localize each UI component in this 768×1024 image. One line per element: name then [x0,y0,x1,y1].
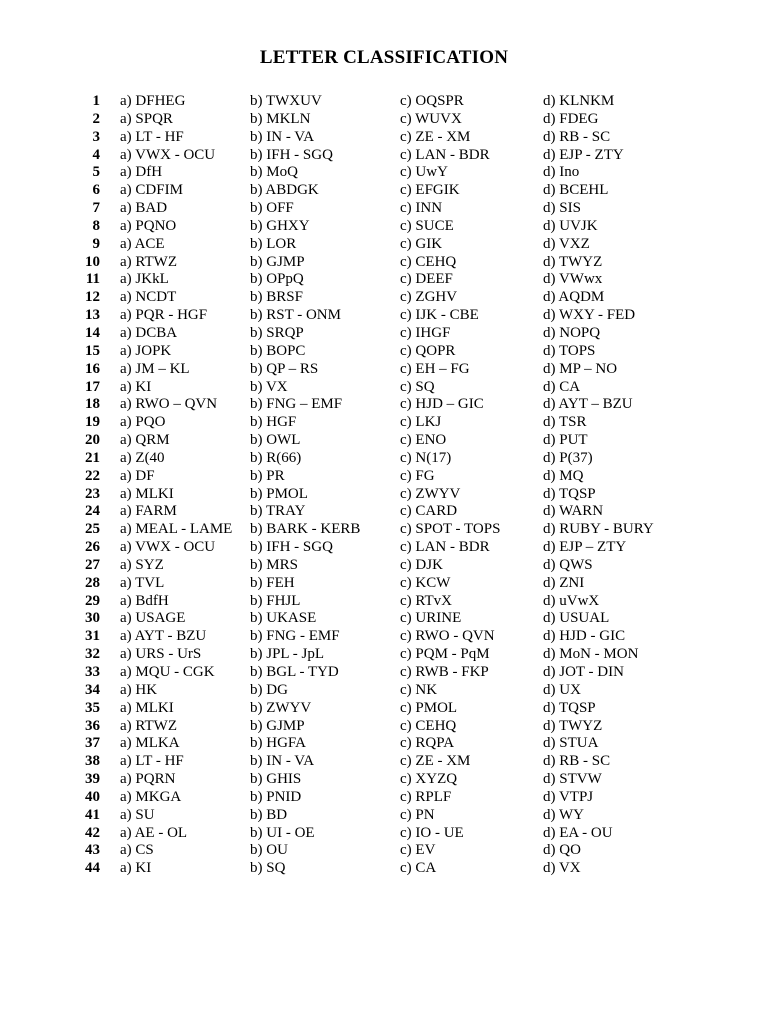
question-number: 44 [85,860,100,877]
option-b: b) MKLN [250,110,311,127]
question-row [0,289,768,307]
option-a: a) VWX - OCU [120,146,216,163]
option-d: d) P(37) [543,449,593,466]
option-d: d) VWwx [543,271,603,288]
option-c: c) DJK [400,556,443,573]
option-d: d) UVJK [543,217,598,234]
option-a: a) JOPK [120,342,172,359]
question-number: 8 [92,217,100,234]
question-row [0,753,768,771]
option-d: d) RB - SC [543,128,611,145]
option-c: c) IHGF [400,324,451,341]
question-number: 43 [85,842,100,859]
option-d: d) TOPS [543,342,596,359]
question-row [0,414,768,432]
option-d: d) AYT – BZU [543,396,633,413]
option-a: a) PQRN [120,771,176,788]
page-title: LETTER CLASSIFICATION [259,47,509,68]
question-number: 13 [85,307,100,324]
question-row [0,432,768,450]
option-c: c) PN [400,806,435,823]
option-a: a) ACE [120,235,165,252]
option-b: b) LOR [250,235,297,252]
question-number: 39 [85,771,100,788]
question-row [0,271,768,289]
option-b: b) JPL - JpL [250,646,325,663]
option-a: a) USAGE [120,610,186,627]
option-d: d) MoN - MON [543,646,639,663]
question-number: 6 [92,182,100,199]
option-c: c) XYZQ [400,771,458,788]
option-b: b) TRAY [250,503,306,520]
question-row [0,700,768,718]
option-b: b) IN - VA [250,753,315,770]
option-d: d) FDEG [543,110,599,127]
option-d: d) MP – NO [543,360,618,377]
question-number: 29 [85,592,100,609]
option-c: c) NK [400,681,438,698]
question-row [0,129,768,147]
question-number: 18 [85,396,100,413]
question-number: 5 [92,164,100,181]
option-d: d) STUA [543,735,599,752]
option-b: b) FHJL [250,592,301,609]
option-a: a) HK [120,681,158,698]
option-d: d) EJP - ZTY [543,146,624,163]
option-c: c) INN [400,200,443,217]
option-d: d) WY [543,806,584,823]
option-c: c) SUCE [400,217,454,234]
question-row [0,718,768,736]
option-b: b) VX [250,378,288,395]
option-a: a) PQO [120,414,166,431]
option-c: c) EH – FG [400,360,470,377]
option-c: c) EV [400,842,436,859]
question-number: 21 [85,449,100,466]
option-b: b) OU [250,842,288,859]
question-number: 10 [85,253,100,270]
option-b: b) GJMP [250,717,305,734]
option-c: c) KCW [400,574,451,591]
question-number: 16 [85,360,100,377]
option-d: d) SIS [543,200,581,217]
option-c: c) DEEF [400,271,453,288]
option-b: b) RST - ONM [250,307,341,324]
option-a: a) MLKI [120,699,174,716]
option-a: a) PQR - HGF [120,307,208,324]
option-c: c) URINE [400,610,462,627]
option-a: a) AE - OL [120,824,188,841]
question-number: 30 [85,610,100,627]
option-d: d) STVW [543,771,602,788]
option-c: c) SQ [400,378,435,395]
question-number: 20 [85,432,100,449]
option-d: d) RB - SC [543,753,611,770]
option-b: b) PR [250,467,285,484]
option-a: a) MLKI [120,485,174,502]
question-row [0,450,768,468]
question-row [0,825,768,843]
option-c: c) HJD – GIC [400,396,484,413]
option-c: c) CEHQ [400,253,457,270]
question-row [0,664,768,682]
option-b: b) FNG – EMF [250,396,343,413]
question-number: 22 [85,467,100,484]
option-d: d) TWYZ [543,253,603,270]
option-a: a) URS - UrS [120,646,202,663]
question-number: 35 [85,699,100,716]
option-b: b) BOPC [250,342,306,359]
option-b: b) HGFA [250,735,306,752]
option-d: d) BCEHL [543,182,609,199]
option-a: a) TVL [120,574,165,591]
option-d: d) QO [543,842,581,859]
option-d: d) RUBY - BURY [543,521,654,538]
option-d: d) MQ [543,467,584,484]
option-b: b) PNID [250,788,302,805]
question-row [0,682,768,700]
option-d: d) WXY - FED [543,307,636,324]
option-a: a) KI [120,860,152,877]
question-row [0,646,768,664]
option-c: c) RTvX [400,592,453,609]
question-row [0,486,768,504]
option-c: c) ZGHV [400,289,458,306]
option-d: d) VTPJ [543,788,594,805]
option-d: d) VX [543,860,581,877]
option-d: d) PUT [543,432,588,449]
option-d: d) UX [543,681,581,698]
option-c: c) GIK [400,235,443,252]
option-b: b) FNG - EMF [250,628,340,645]
option-b: b) OPpQ [250,271,304,288]
question-number: 15 [85,342,100,359]
option-d: d) TWYZ [543,717,603,734]
option-b: b) HGF [250,414,297,431]
option-a: a) KI [120,378,152,395]
option-a: a) CS [120,842,154,859]
option-a: a) DfH [120,164,163,181]
question-row [0,575,768,593]
option-c: c) ZWYV [400,485,461,502]
question-number: 34 [85,681,100,698]
question-row [0,503,768,521]
option-c: c) RWB - FKP [400,664,489,680]
question-number: 1 [92,93,100,109]
question-row [0,164,768,182]
question-row [0,521,768,539]
option-b: b) SQ [250,860,286,877]
question-number: 28 [85,574,100,591]
question-number: 26 [85,539,100,556]
question-number: 3 [92,128,100,145]
option-b: b) IFH - SGQ [250,539,333,556]
option-a: a) LT - HF [120,128,184,145]
question-number: 27 [85,556,100,573]
option-a: a) JM – KL [120,360,190,377]
question-row [0,93,768,111]
question-number: 42 [85,824,100,841]
option-b: b) GHIS [250,771,302,788]
option-b: b) FEH [250,574,295,591]
question-number: 14 [85,324,100,341]
option-d: d) ZNI [543,574,585,591]
question-row [0,468,768,486]
option-c: c) EFGIK [400,182,460,199]
option-b: b) MoQ [250,164,298,181]
question-row [0,735,768,753]
option-d: d) AQDM [543,289,605,306]
option-a: a) Z(40 [120,449,165,466]
option-a: a) QRM [120,432,170,449]
option-a: a) RTWZ [120,253,177,270]
option-d: d) VXZ [543,235,590,252]
option-a: a) DFHEG [120,93,186,109]
option-c: c) CA [400,860,437,877]
option-c: c) UwY [400,164,448,181]
option-c: c) IJK - CBE [400,307,479,324]
option-b: b) SRQP [250,324,304,341]
option-a: a) PQNO [120,217,177,234]
option-b: b) IFH - SGQ [250,146,333,163]
option-d: d) TQSP [543,699,596,716]
option-d: d) USUAL [543,610,610,627]
question-row [0,343,768,361]
question-row [0,628,768,646]
option-c: c) QOPR [400,342,456,359]
option-a: a) DCBA [120,324,178,341]
option-d: d) WARN [543,503,604,520]
question-number: 31 [85,628,100,645]
option-a: a) MKGA [120,788,182,805]
option-a: a) BAD [120,200,168,217]
question-row [0,379,768,397]
option-b: b) ABDGK [250,182,319,199]
option-a: a) SU [120,806,155,823]
question-row [0,254,768,272]
question-number: 33 [85,664,100,680]
option-b: b) OWL [250,432,301,449]
question-row [0,771,768,789]
option-a: a) VWX - OCU [120,539,216,556]
question-number: 7 [92,200,100,217]
option-b: b) QP – RS [250,360,319,377]
option-c: c) ENO [400,432,447,449]
question-number: 36 [85,717,100,734]
option-c: c) CARD [400,503,458,520]
option-c: c) N(17) [400,449,452,466]
option-b: b) DG [250,681,288,698]
option-a: a) SPQR [120,110,173,127]
option-a: a) RTWZ [120,717,177,734]
option-b: b) MRS [250,556,298,573]
option-a: a) BdfH [120,592,169,609]
option-b: b) IN - VA [250,128,315,145]
option-b: b) PMOL [250,485,308,502]
option-b: b) OFF [250,200,294,217]
option-a: a) FARM [120,503,177,520]
question-row [0,593,768,611]
option-b: b) BARK - KERB [250,521,361,538]
question-number: 41 [85,806,100,823]
option-c: c) CEHQ [400,717,457,734]
option-a: a) SYZ [120,556,164,573]
option-c: c) SPOT - TOPS [400,521,501,538]
option-a: a) RWO – QVN [120,396,218,413]
option-b: b) ZWYV [250,699,312,716]
question-number: 4 [92,146,100,163]
question-number: 40 [85,788,100,805]
option-a: a) CDFIM [120,182,183,199]
option-c: c) FG [400,467,435,484]
option-d: d) JOT - DIN [543,664,624,680]
question-row [0,307,768,325]
question-list [0,93,768,878]
question-number: 9 [92,235,100,252]
question-row [0,200,768,218]
question-row [0,236,768,254]
option-a: a) MQU - CGK [120,664,215,680]
option-c: c) WUVX [400,110,462,127]
option-c: c) LAN - BDR [400,146,490,163]
option-a: a) NCDT [120,289,177,306]
option-b: b) BD [250,806,288,823]
question-number: 23 [85,485,100,502]
option-d: d) KLNKM [543,93,615,109]
option-a: a) LT - HF [120,753,184,770]
question-row [0,807,768,825]
option-d: d) TQSP [543,485,596,502]
question-row [0,396,768,414]
option-b: b) GHXY [250,217,310,234]
option-a: a) MLKA [120,735,180,752]
question-number: 2 [92,110,100,127]
option-a: a) MEAL - LAME [120,521,233,538]
option-a: a) JKkL [120,271,169,288]
question-number: 38 [85,753,100,770]
option-b: b) UKASE [250,610,317,627]
option-a: a) DF [120,467,155,484]
option-c: c) IO - UE [400,824,464,841]
question-row [0,361,768,379]
option-c: c) LKJ [400,414,442,431]
option-b: b) BRSF [250,289,303,306]
question-row [0,557,768,575]
question-number: 37 [85,735,100,752]
question-number: 32 [85,646,100,663]
option-c: c) RQPA [400,735,455,752]
question-row [0,325,768,343]
option-b: b) BGL - TYD [250,664,339,680]
option-d: d) TSR [543,414,587,431]
question-row [0,610,768,628]
question-number: 11 [85,271,100,288]
question-number: 17 [85,378,100,395]
option-c: c) OQSPR [400,93,464,109]
option-a: a) AYT - BZU [120,628,207,645]
option-c: c) ZE - XM [400,753,471,770]
option-d: d) HJD - GIC [543,628,626,645]
option-d: d) EJP – ZTY [543,539,627,556]
option-c: c) RPLF [400,788,452,805]
option-d: d) Ino [543,164,580,181]
question-number: 25 [85,521,100,538]
option-c: c) PMOL [400,699,458,716]
option-b: b) GJMP [250,253,305,270]
question-row [0,539,768,557]
question-row [0,218,768,236]
option-c: c) PQM - PqM [400,646,490,663]
option-b: b) R(66) [250,449,302,466]
option-c: c) ZE - XM [400,128,471,145]
option-d: d) QWS [543,556,593,573]
option-d: d) EA - OU [543,824,613,841]
question-row [0,182,768,200]
question-row [0,789,768,807]
option-c: c) LAN - BDR [400,539,490,556]
question-number: 24 [85,503,100,520]
option-b: b) UI - OE [250,824,315,841]
question-row [0,842,768,860]
option-c: c) RWO - QVN [400,628,495,645]
option-d: d) NOPQ [543,324,601,341]
question-number: 12 [85,289,100,306]
option-b: b) TWXUV [250,93,322,109]
option-d: d) CA [543,378,581,395]
question-row [0,860,768,878]
option-d: d) uVwX [543,592,600,609]
question-row [0,147,768,165]
question-row [0,111,768,129]
question-number: 19 [85,414,100,431]
